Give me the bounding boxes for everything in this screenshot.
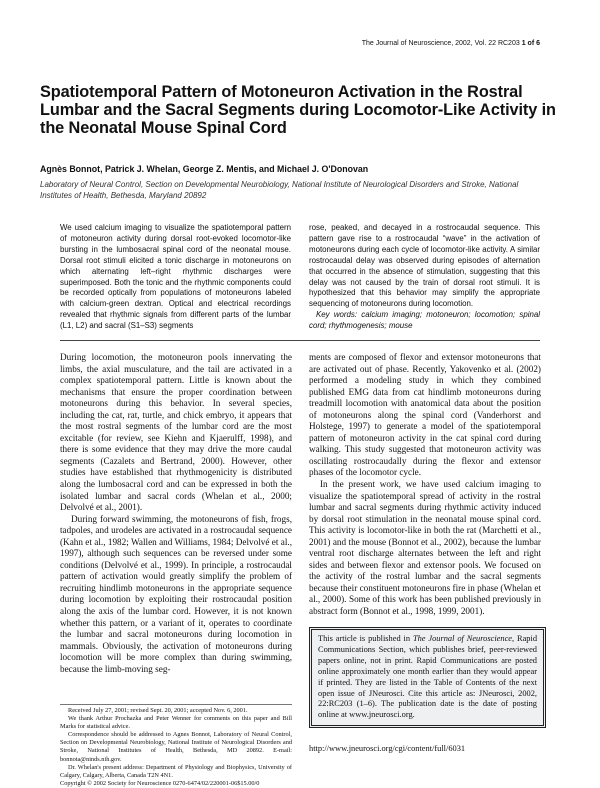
abstract-continued: rose, peaked, and decayed in a rostrocaudal sequence. This pattern gave rise to a rostrocaudal “wave” in the activation of motoneurons during each cycle of locomotor-like activity. A similar rostrocaudal delay was observed during episodes of alternation that occurred in the absence of stimulation, suggesting that this delay was not caused by the train of dorsal root stimuli. It is hypothesized that this behavior may simplify the appropriate sequencing of motoneurons during locomotion. xyxy=(309,223,540,309)
page-number: 1 of 6 xyxy=(521,40,540,47)
footnote-address: Dr. Whelan's present address: Department of Physiology and Biophysics, University of Calgary, Calgary, Alberta, Canada T2N 4N1. xyxy=(60,763,292,779)
section-divider xyxy=(60,340,540,341)
keywords: Key words: calcium imaging; motoneuron; locomotion; spinal cord; rhythmogenesis; mouse xyxy=(309,310,540,331)
footnote-correspondence: Correspondence should be addressed to Agnes Bonnot, Laboratory of Neural Control, Section on Developmental Neurobiology, National Institute of Neurological Disorders and Stroke, National Institutes of Health, Bethesda, MD 20892. E-mail: bonnota@ninds.nih.gov. xyxy=(60,731,292,763)
paragraph: During locomotion, the motoneuron pools innervating the limbs, the axial musculature, and the tail are activated in a complex spatiotemporal pattern. Little is known about the mechanisms that ensure the proper coordination between motoneurons during this behavior. In several species, including the cat, rat, turtle, and chick embryo, it appears that the most rostral segments of the lumbar cord are the most excitable (for review, see Kiehn and Kjaerulff, 1998), and there is some evidence that they may drive the more caudal segments (Cazalets and Bertrand, 2000). However, other studies have established that rhythmogenicity is distributed along the lumbosacral cord and can be expressed in both the isolated lumbar and sacral cords (Whelan et al., 2000; Delvolvé et al., 2001). xyxy=(60,352,292,513)
footnote-divider xyxy=(60,704,292,705)
paragraph: In the present work, we have used calcium imaging to visualize the spatiotemporal spread of activity in the rostral lumbar and sacral segments during rhythmic activity induced by dorsal root stimulation in the neonatal mouse spinal cord. This activity is locomotor-like in both the rat (Marchetti et al., 2001) and the mouse (Bonnot et al., 2002), because the lumbar ventral root discharge alternates between the left and right sides and between flexor and extensor pools. We focused on the activity of the rostral lumbar and the sacral segments because their constituent motoneurons fire in phase (Whelan et al., 2000). Some of this work has been published previously in abstract form (Bonnot et al., 1998, 1999, 2001). xyxy=(309,479,541,617)
abstract-left: We used calcium imaging to visualize the spatiotemporal pattern of motoneuron activity during dorsal root-evoked locomotor-like bursting in the lumbosacral spinal cord of the neonatal mouse. Dorsal root stimuli elicited a tonic discharge in motoneurons on which alternating left–right rhythmic discharges were superimposed. Both the tonic and the rhythmic components could be recorded optically from populations of motoneurons labeled with calcium-green dextran. Optical and electrical recordings revealed that rhythmic signals from different parts of the lumbar (L1, L2) and sacral (S1–S3) segments xyxy=(60,223,291,331)
notice-text: , Rapid Communications Section, which publishes brief, peer-reviewed papers online, not in print. Rapid Communications are posted online approximately one month earlier than they would appear if printed. They are listed in the Table of Contents of the next open issue of JNeurosci. Cite this article as: JNeurosci, 2002, 22:RC203 (1–6). The publication date is the date of posting online at www.jneurosci.org. xyxy=(318,634,538,720)
abstract-right xyxy=(309,223,540,332)
rapid-communication-notice xyxy=(309,627,546,728)
running-head xyxy=(362,40,540,47)
body-column-left xyxy=(60,352,292,675)
notice-text: This article is published in xyxy=(318,634,413,643)
paragraph: ments are composed of flexor and extensor motoneurons that are activated out of phase. Recently, Yakovenko et al. (2002) performed a modeling study in which they combined published EMG data from cat hindlimb motoneurons during treadmill locomotion with anatomical data about the position of motoneurons along the spinal cord (Vanderhorst and Holstege, 1997) to generate a model of the spatiotemporal pattern of motoneuron activity in the cat spinal cord during walking. This study suggested that motoneuron activity was oscillating rostrocaudally during the flexor and extensor phases of the locomotor cycle. xyxy=(309,352,541,478)
paragraph: During forward swimming, the motoneurons of fish, frogs, tadpoles, and urodeles are activated in a rostrocaudal sequence (Kahn et al., 1982; Wallen and Williams, 1984; Delvolvé et al., 1997), although such sequences can be reversed under some conditions (Delvolvé et al., 1999). In principle, a rostrocaudal pattern of activation would greatly simplify the problem of recruiting hindlimb motoneurons in the appropriate sequence during locomotion by exploiting their rostrocaudal position along the axis of the lumbar cord. However, it is not known whether this pattern, or a variant of it, operates to coordinate the lumbar and sacral motoneurons during locomotion in mammals. Obviously, the activation of motoneurons during locomotion will be more complex than during swimming, because the limb-moving seg- xyxy=(60,513,292,674)
body-column-right xyxy=(309,352,541,618)
notice-journal: The Journal of Neuroscience xyxy=(412,634,513,643)
footnote-copyright: Copyright © 2002 Society for Neuroscience 0270-6474/02/220001-06$15.00/0 xyxy=(60,779,260,787)
paper-title: Spatiotemporal Pattern of Motoneuron Activation in the Rostral Lumbar and the Sacral Segments during Locomotor-Like Activity in the Neonatal Mouse Spinal Cord xyxy=(40,83,556,137)
footnote-acknowledgments: We thank Arthur Prochazka and Peter Wenner for comments on this paper and Bill Marks for statistical advice. xyxy=(60,715,292,731)
footnotes xyxy=(60,707,292,788)
journal-citation: The Journal of Neuroscience, 2002, Vol. 22 RC203 xyxy=(361,40,520,47)
affiliation: Laboratory of Neural Control, Section on Developmental Neurobiology, National Institute of Neurological Disorders and Stroke, National Institutes of Health, Bethesda, Maryland 20892 xyxy=(40,180,519,200)
footnote-dates: Received July 27, 2001; revised Sept. 20, 2001; accepted Nov. 6, 2001. xyxy=(68,707,248,714)
authors: Agnès Bonnot, Patrick J. Whelan, George Z. Mentis, and Michael J. O'Donovan xyxy=(40,164,369,174)
article-url[interactable]: http://www.jneurosci.org/cgi/content/full/6031 xyxy=(309,744,466,753)
